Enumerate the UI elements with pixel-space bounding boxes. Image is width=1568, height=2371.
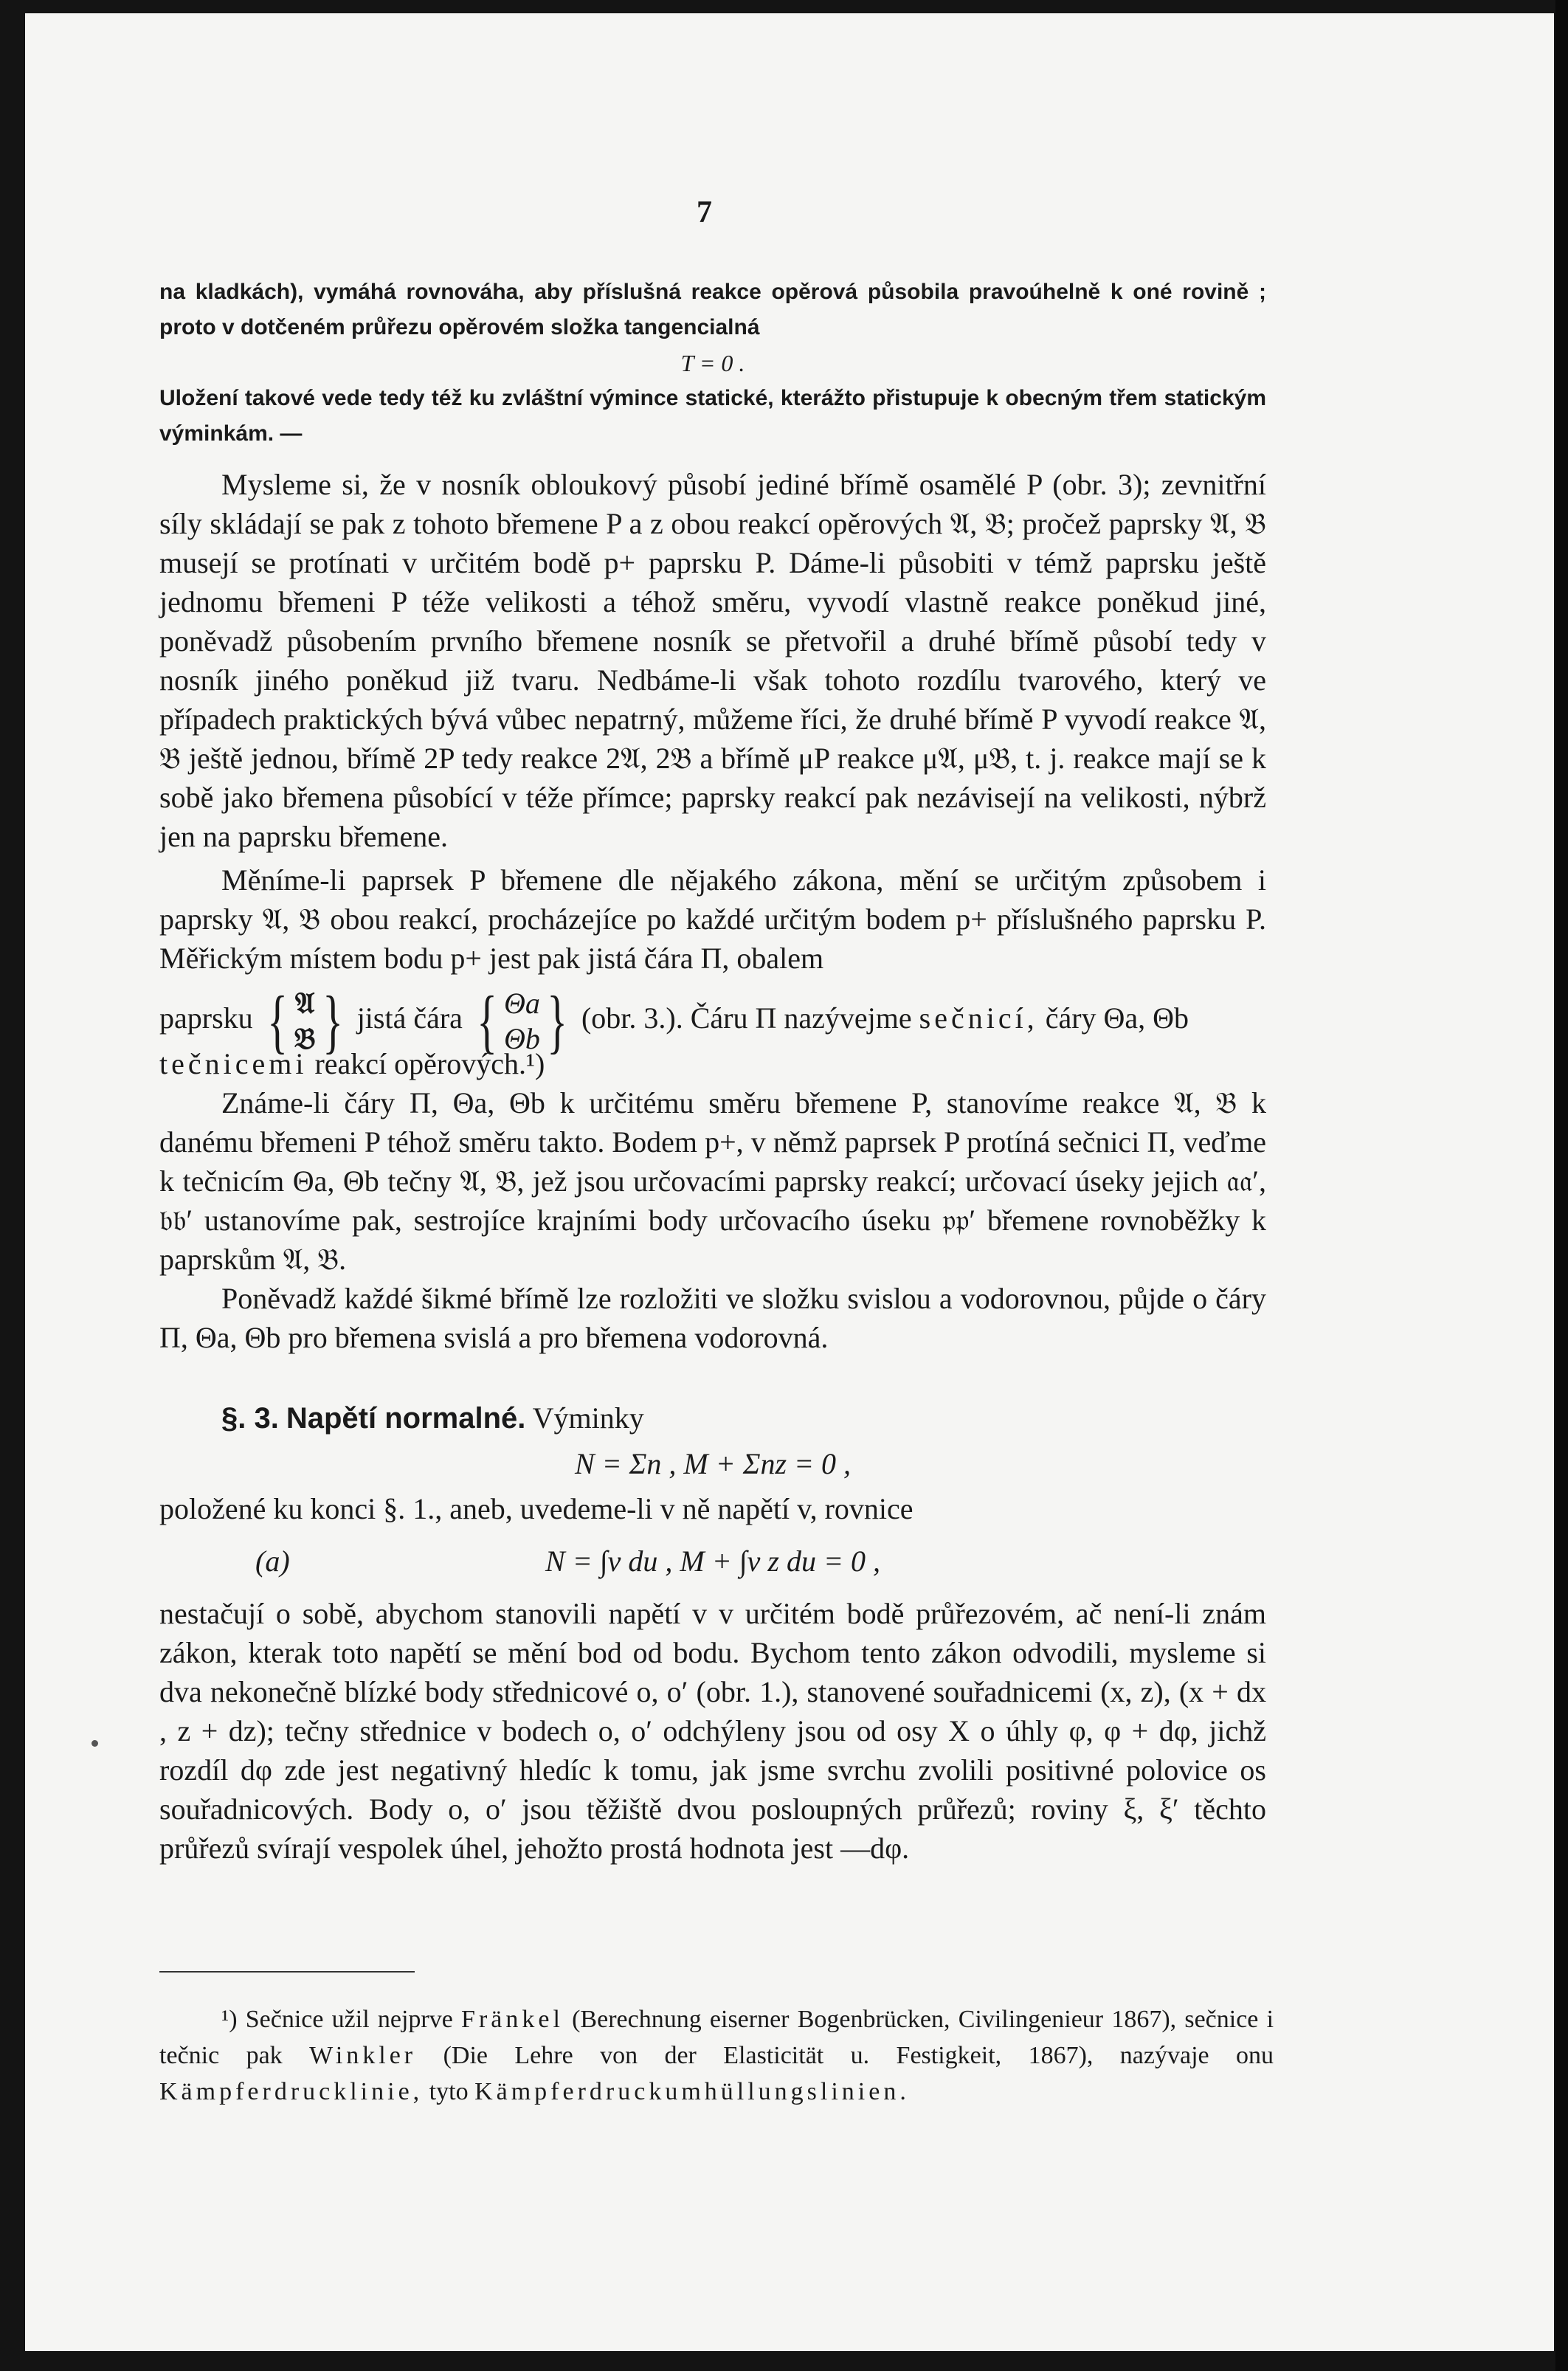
brace-open-1: { [266, 981, 288, 1060]
brace-open-2: { [477, 981, 497, 1060]
paragraph-4: Poněvadž každé šikmé břímě lze rozložiti ve složku svislou a vodorovnou, půjde o čáry Π, Θa, Θb pro břemena svislá a pro břemena vodorovná. [159, 1282, 1266, 1354]
footnote-t1: Sečnice užil nejprve [245, 2006, 453, 2033]
stack-theta-a: Θa [504, 986, 540, 1020]
scan-speck [91, 1740, 98, 1747]
footnote-rule [159, 1971, 415, 1973]
paragraph-2-continued [159, 978, 1266, 1059]
paragraph-1: Mysleme si, že v nosník obloukový působí jediné břímě osamělé P (obr. 3); zevnitřní síly skládají se pak z tohoto břemene P a z obou reakcí opěrových 𝔄, 𝔅; pročež paprsky 𝔄, 𝔅 musejí se protínati v určitém bodě p+ paprsku P. Dáme-li působiti v témž paprsku ještě jednomu břemeni P téže velikosti a téhož směru, vyvodí vlastně reakce poněkud jiné, poněvadž působením prvního břemene nosník se přetvořil a druhé břímě působí tedy v nosník jiného poněkud již tvaru. Nedbáme-li však tohoto rozdílu tvarového, který ve případech praktických bývá vůbec nepatrný, můžeme říci, že druhé břímě P vyvodí reakce 𝔄, 𝔅 ještě jednou, břímě 2P tedy reakce 2𝔄, 2𝔅 a břímě μP reakce μ𝔄, μ𝔅, t. j. reakce mají se k sobě jako břemena působící v téže přímce; paprsky reakcí pak nezávisejí na velikosti, nýbrž jen na paprsku břemene. [159, 468, 1266, 853]
obr-3-ref: (obr. 3.). Čáru Π nazývejme [581, 1001, 912, 1035]
author-winkler: Winkler [309, 2042, 417, 2069]
equation-2-label: (a) [255, 1545, 290, 1578]
term-kampferdruckumhullungslinien: Kämpferdruckumhüllungslinien. [474, 2078, 910, 2105]
stack-b: 𝔅 [294, 1021, 316, 1056]
intro-equation: T = 0 . [680, 350, 745, 376]
paragraph-3: Známe-li čáry Π, Θa, Θb k určitému směru břemene P, stanovíme reakce 𝔄, 𝔅 k danému břemeni P téhož směru takto. Bodem p+, v němž paprsek P protíná sečnici Π, veďme k tečnicím Θa, Θb tečny 𝔄, 𝔅, jež jsou určovacími paprsky reakcí; určovací úseky jejich 𝔞𝔞′, 𝔟𝔟′ ustanovíme pak, sestrojíce krajními body určovacího úseku 𝔭𝔭′ břemene rovnoběžky k paprskům 𝔄, 𝔅. [159, 1086, 1266, 1276]
term-kampferdrucklinie: Kämpferdrucklinie, [159, 2078, 424, 2105]
footnote [159, 2001, 1274, 2110]
equation-2: N = ∫v du , M + ∫v z du = 0 , [545, 1545, 880, 1578]
equation-2-row [159, 1542, 1266, 1581]
footnote-t3: (Die Lehre von der Elasticität u. Festigkeit, 1867), nazývaje onu [443, 2042, 1274, 2069]
footnote-t2: (Berechnung eiserner Bogenbrücken, Civilingenieur 1867), sečnice i tečnic pak [159, 2006, 1274, 2069]
intro-lines-1: na kladkách), vymáhá rovnováha, aby příslušná reakce opěrová působila pravoúhelně k oné rovině ; proto v dotčeném průřezu opěrovém složka tangencialná [159, 280, 1266, 339]
term-tecnice: tečnicemi [159, 1047, 308, 1080]
intro-text [159, 275, 1266, 452]
reakci-operovych: reakcí opěrových.¹) [314, 1047, 545, 1080]
footnote-text [159, 2001, 1274, 2110]
equation-1: N = Σn , M + Σnz = 0 , [574, 1447, 852, 1480]
brace-close-1: } [322, 981, 343, 1060]
main-text [159, 465, 1266, 1868]
scan-edge [1555, 0, 1568, 2371]
brace-close-2: } [547, 981, 567, 1060]
term-secnice: sečnicí, [919, 1001, 1038, 1035]
section-number: §. 3. [221, 1402, 279, 1435]
author-frankel: Fränkel [461, 2006, 564, 2033]
footnote-marker: ¹) [221, 2006, 238, 2033]
footnote-t4: tyto [429, 2078, 469, 2105]
paragraph-5: nestačují o sobě, abychom stanovili napětí v v určitém bodě průřezovém, ač není-li znám zákon, kterak toto napětí se mění bod od bodu. Bychom tento zákon odvodili, mysleme si dva nekonečně blízké body střednicové o, o′ (obr. 1.), stanovené souřadnicemi (x, z), (x + dx , z + dz); tečny střednice v bodech o, o′ odchýleny jsou od osy X o úhly φ, φ + dφ, jichž rozdíl dφ zde jest negativný hledíc k tomu, jak jsme svrchu zvolili positivné polovice os souřadnicových. Body o, o′ jsou těžiště dvou posloupných průřezů; roviny ξ, ξ′ těchto průřezů svírají vespolek úhel, jehožto prostá hodnota jest —dφ. [159, 1597, 1266, 1865]
stack-a: 𝔄 [294, 985, 315, 1021]
section-lead: Výminky [532, 1401, 644, 1435]
curves-theta: čáry Θa, Θb [1045, 1001, 1189, 1035]
after-equation-1: položené ku konci §. 1., aneb, uvedeme-li v ně napětí v, rovnice [159, 1492, 913, 1525]
section-heading [159, 1398, 1266, 1438]
word-paprsku: paprsku [159, 1001, 253, 1035]
intro-lines-2: Uložení takové vede tedy též ku zvláštní výmince statické, kterážto přistupuje k obecným třem statickým výminkám. — [159, 386, 1266, 446]
section-title: Napětí normalné. [286, 1402, 526, 1435]
page-number: 7 [697, 196, 712, 229]
paragraph-2: Měníme-li paprsek P břemene dle nějakého zákona, mění se určitým způsobem i paprsky 𝔄, 𝔅 obou reakcí, procházejíce po každé určitým bodem p+ příslušného paprsku P. Měřickým místem bodu p+ jest pak jistá čára Π, obalem [159, 863, 1266, 975]
word-jista-cara: jistá čára [356, 1001, 463, 1035]
stack-theta-b: Θb [504, 1021, 540, 1055]
